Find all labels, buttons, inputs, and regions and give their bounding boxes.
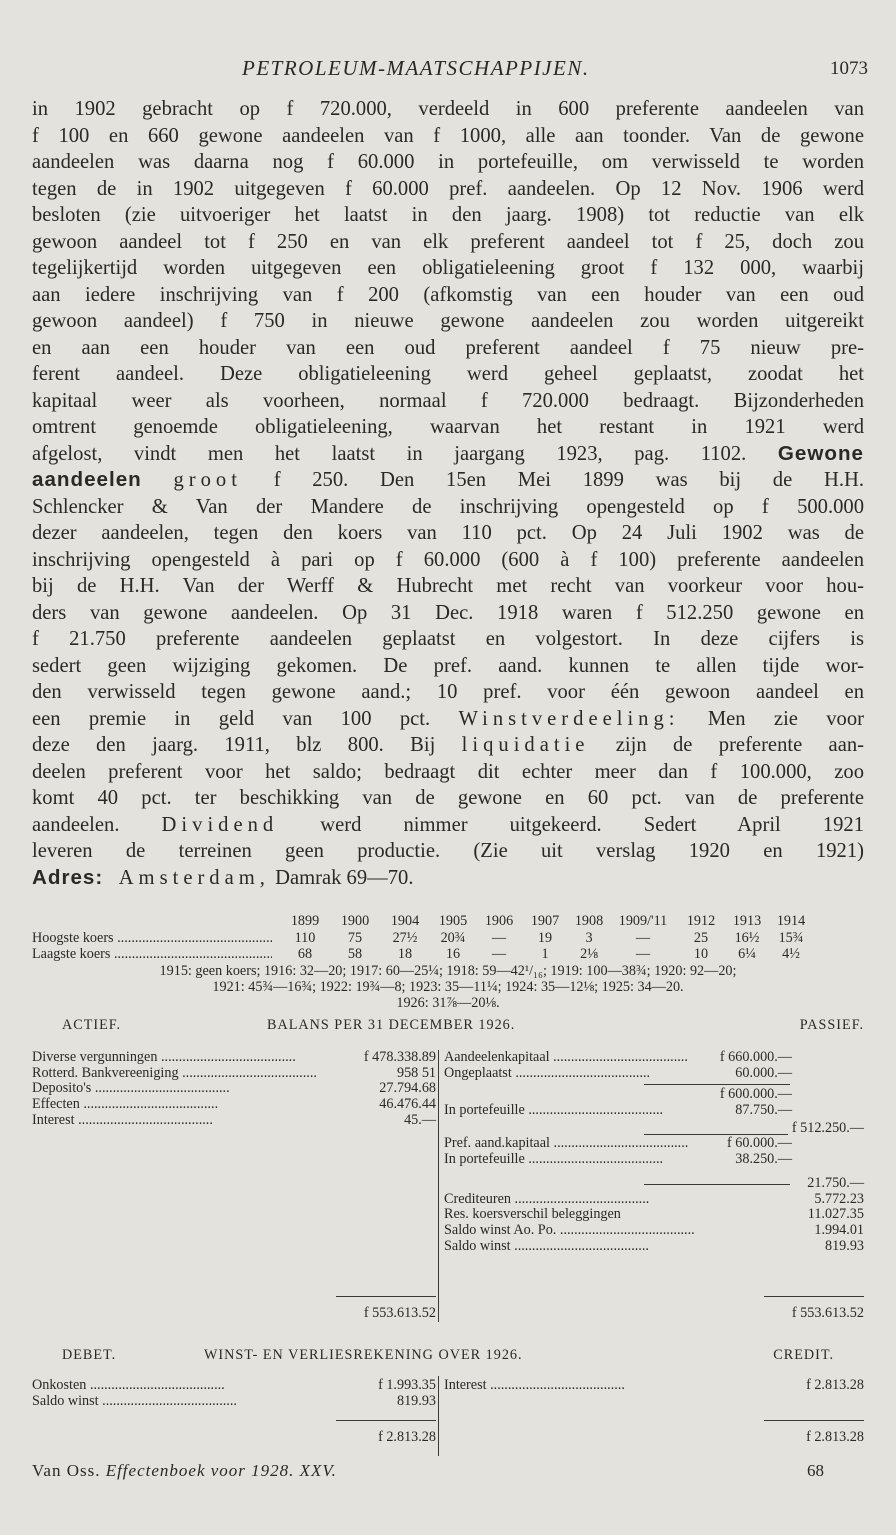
footer-book-title: Effectenboek voor 1928. [105,1461,295,1480]
text-line: tegen de in 1902 uitgegeven f 60.000 pref. aandeelen. Op 12 Nov. 1906 werd [32,177,864,200]
passief-entry [444,1103,864,1119]
quote-year: 1899 [290,913,320,929]
actief-entry [32,1081,436,1097]
passief-subtotal [444,1087,864,1103]
credit-column [444,1377,864,1445]
balance-caption [32,1018,864,1036]
quote-value: 75 [347,930,363,946]
quote-value: 18 [397,946,413,962]
text-line: en aan een houder van een oud preferent aandeel f 75 nieuw pre- [32,336,864,359]
text-line [32,732,864,759]
text-line: ferent aandeel. Deze obligatieleening werd geheel geplaatst, zoodat het [32,363,864,385]
entry-amount: f 600.000.— [716,1087,792,1103]
entry-label: In portefeuille ..... [444,1103,663,1119]
debet-entry [32,1394,436,1410]
entry-amount: f 512.250.— [788,1121,864,1137]
actief-heading: ACTIEF. [62,1017,122,1033]
actief-entry [32,1097,436,1113]
entry-amount: f 478.338.89 [360,1050,436,1066]
text-line: deelen preferent voor het saldo; bedraagt dit echter meer dan f 100.000, zoo [32,760,864,783]
entry-label: Interest ..... [32,1113,213,1129]
quote-year: 1904 [390,913,420,929]
address-label: Adres: [32,865,104,889]
text-line: bij de H.H. Van der Werff & Hubrecht met recht van voorkeur voor hou- [32,575,864,597]
text-line: Schlencker & Van der Mandere de inschrijving opengesteld op f 500.000 [32,495,864,518]
quotes-note: 1915: geen koers; 1916: 32—20; 1917: 60—25¼; 1918: 59—42¹/₁₆; 1919: 100—38¾; 1920: 92—20; [159,963,737,979]
entry-amount: f 2.813.28 [374,1430,436,1446]
section-heading: aandeelen [32,468,142,491]
quotes-table [32,913,864,963]
text-line: inschrijving opengesteld à pari op f 60.000 (600 à f 100) preferente aandeelen [32,548,864,571]
entry-amount: 60.000.— [731,1066,792,1082]
entry-label: Saldo winst ..... [444,1239,649,1255]
debet-total [32,1430,436,1446]
text-line: f 21.750 preferente aandeelen geplaatst en volgestort. In deze cijfers is [32,628,864,650]
entry-label: Crediteuren ..... [444,1192,649,1208]
text-line: leveren de terreinen geen productie. (Zie uit verslag 1920 en 1921) [32,840,864,862]
text-line: omtrent genoemde obligatieleening, waarvan het restant in 1921 werd [32,416,864,438]
entry-label: Rotterd. Bankvereeniging ..... [32,1066,317,1082]
line-text: deze den jaarg. 1911, blz 800. Bij [32,734,436,756]
spaced-term: groot [173,469,242,491]
quote-year: 1909/'11 [618,913,668,929]
entry-amount: f 2.813.28 [802,1378,864,1394]
actief-total [32,1306,436,1322]
quote-value: — [635,930,651,946]
quote-value: 6¼ [738,946,756,962]
footer-imprint [32,1461,337,1481]
entry-amount: 5.772.23 [810,1192,864,1208]
quote-value: 15¾ [778,930,804,946]
text-line: in 1902 gebracht op f 720.000, verdeeld in 600 preferente aandeelen van [32,98,864,120]
entry-amount: f 553.613.52 [360,1306,436,1322]
quote-value: 1 [541,946,549,962]
quote-value: 10 [693,946,709,962]
quotes-note: 1926: 31⅞—20⅛. [396,995,500,1011]
entry-amount: f 660.000.— [716,1050,792,1066]
actief-entry [32,1113,436,1129]
spaced-term: liquidatie [461,734,590,756]
quote-row [32,930,864,946]
entry-label: Deposito's ..... [32,1081,230,1097]
debet-column [32,1377,436,1445]
entry-label: Effecten ..... [32,1097,218,1113]
profit-loss-account [32,1348,864,1458]
entry-amount: 819.93 [821,1239,864,1255]
price-quotes [32,913,864,1011]
address-line [32,865,864,892]
column-divider [438,1050,439,1322]
entry-amount: 1.994.01 [810,1223,864,1239]
credit-total [444,1430,864,1446]
text-line: komt 40 pct. ter beschikking van de gewone en 60 pct. van de preferente [32,787,864,809]
spaced-term: Winstverdeeling: [458,707,680,730]
running-title: PETROLEUM-MAATSCHAPPIJEN. [242,56,590,80]
entry-amount: 11.027.35 [804,1207,864,1223]
text-line [32,812,864,839]
entry-amount: 38.250.— [731,1152,792,1168]
entry-amount: 45.— [400,1113,436,1129]
quote-year: 1905 [438,913,468,929]
entry-amount: f 553.613.52 [788,1306,864,1322]
column-divider [438,1376,439,1456]
entry-label: Interest ..... [444,1378,625,1394]
quote-value: 25 [693,930,709,946]
total-rule [764,1420,864,1421]
pl-title: WINST- EN VERLIESREKENING OVER 1926. [204,1347,523,1363]
text-line: tegelijkertijd worden uitgegeven een obligatieleening groot f 132 000, waarbij [32,257,864,279]
passief-column [444,1049,864,1321]
quote-value: 3 [585,930,593,946]
quote-value: 58 [347,946,363,962]
text-line: besloten (zie uitvoeriger het laatst in den jaarg. 1908) tot reductie van elk [32,204,864,226]
quote-value: 20¾ [440,930,466,946]
text-line: ders van gewone aandeelen. Op 31 Dec. 1918 waren f 512.250 gewone en [32,601,864,624]
entry-label: Ongeplaatst ..... [444,1066,650,1082]
quote-year: 1914 [776,913,806,929]
total-rule [764,1296,864,1297]
passief-total [444,1306,864,1322]
footer-volume: XXV. [299,1461,337,1480]
section-heading: Gewone [777,441,864,465]
text-line: den verwisseld tegen gewone aand.; 10 pref. voor één gewoon aandeel en [32,681,864,703]
entry-label: Pref. aand.kapitaal ..... [444,1136,688,1152]
quote-year: 1906 [484,913,514,929]
quote-value: — [491,946,507,962]
line-text: een premie in geld van 100 pct. [32,707,431,730]
passief-entry [444,1066,864,1082]
quote-value: 68 [297,946,313,962]
spaced-term: Dividend [161,813,279,836]
text-line [32,467,864,494]
quote-year: 1913 [732,913,762,929]
page-number: 1073 [830,58,868,79]
passief-entry [444,1152,864,1168]
entry-label: Aandeelenkapitaal ..... [444,1050,688,1066]
credit-entry [444,1378,864,1394]
quote-year: 1908 [574,913,604,929]
quote-value: 4½ [782,946,800,962]
actief-entry [32,1066,436,1082]
subtotal-rule [644,1084,790,1085]
line-text: Men zie voor [707,707,865,730]
entry-label: Saldo winst ..... [32,1394,237,1410]
body-text [32,96,864,891]
entry-amount: f 2.813.28 [802,1430,864,1446]
passief-total-line [444,1176,864,1192]
line-text: zijn de preferente aan- [615,734,864,756]
pl-caption [32,1348,864,1366]
entry-amount: f 1.993.35 [374,1378,436,1394]
quote-value: 16 [445,946,461,962]
entry-amount: 958 51 [393,1066,436,1082]
quote-value: — [491,930,507,946]
quote-value: 27½ [392,930,418,946]
line-text: aandeelen. [32,813,120,836]
passief-entry [444,1207,864,1223]
entry-label: Res. koersverschil beleggingen [444,1206,621,1223]
entry-label: Saldo winst Ao. Po. ..... [444,1223,695,1239]
total-rule [336,1420,436,1421]
balance-title: BALANS PER 31 DECEMBER 1926. [267,1017,516,1033]
debet-entry [32,1378,436,1394]
quote-value: 2⅛ [580,946,598,962]
text-line: gewoon aandeel) f 750 in nieuwe gewone aandeelen zou worden uitgereikt [32,310,864,332]
passief-entry [444,1239,864,1255]
quote-row-label: Laagste koers ..... [32,946,272,962]
passief-total-line [444,1121,864,1137]
balance-sheet [32,1018,864,1338]
entry-amount: 87.750.— [731,1103,792,1119]
text-line: gewoon aandeel tot f 250 en van elk preferent aandeel tot f 25, doch zou [32,230,864,253]
entry-amount: 46.476.44 [375,1097,436,1113]
actief-column [32,1049,436,1321]
page-footer [32,1461,864,1485]
entry-label: In portefeuille ..... [444,1152,663,1168]
quote-value: — [635,946,651,962]
quotes-note: 1921: 45¾—16¾; 1922: 19¾—8; 1923: 35—11¼; 1924: 35—12⅛; 1925: 34—20. [212,979,684,995]
quote-year: 1907 [530,913,560,929]
text-line: aan iedere inschrijving van f 200 (afkomstig van een houder van een oud [32,283,864,306]
footer-sheet-number: 68 [807,1461,824,1480]
text-line [32,441,864,468]
quote-value: 16½ [734,930,760,946]
line-text: f 250. Den 15en Mei 1899 was bij de H.H. [273,469,865,491]
quote-value: 110 [294,930,316,946]
text-line [32,706,864,733]
passief-heading: PASSIEF. [799,1017,864,1033]
address-city: Amsterdam, [118,866,270,889]
address-street: Damrak 69—70. [275,866,414,889]
passief-entry [444,1223,864,1239]
credit-heading: CREDIT. [773,1347,834,1363]
text-line: aandeelen was daarna nog f 60.000 in portefeuille, om verwisseld te worden [32,151,864,173]
actief-entry [32,1050,436,1066]
entry-amount: 27.794.68 [375,1081,436,1097]
quote-row [32,946,864,962]
entry-amount: f 60.000.— [723,1136,792,1152]
text-line: f 100 en 660 gewone aandeelen van f 1000, alle aan toonder. Van de gewone [32,124,864,147]
entry-amount: 819.93 [393,1394,436,1410]
debet-heading: DEBET. [62,1347,117,1363]
line-text: afgelost, vindt men het laatst in jaargang 1923, pag. 1102. [32,442,747,465]
passief-entry [444,1136,864,1152]
text-line: kapitaal weer als voorheen, normaal f 720.000 bedraagt. Bijzonderheden [32,389,864,412]
quote-value: 19 [537,930,553,946]
entry-amount: 21.750.— [803,1176,864,1192]
entry-label: Diverse vergunningen ..... [32,1050,296,1066]
text-line: dezer aandeelen, tegen den koers van 110 pct. Op 24 Juli 1902 was de [32,522,864,544]
entry-label: Onkosten ..... [32,1378,225,1394]
total-rule [336,1296,436,1297]
footer-publisher: Van Oss. [32,1461,101,1480]
quote-year: 1912 [686,913,716,929]
text-line: sedert geen wijziging gekomen. De pref. aand. kunnen te allen tijde wor- [32,654,864,677]
page-header [0,56,896,86]
line-text: werd nimmer uitgekeerd. Sedert April 1921 [320,813,865,836]
quote-row-label: Hoogste koers ..... [32,930,272,946]
passief-entry [444,1192,864,1208]
passief-entry [444,1050,864,1066]
quote-year: 1900 [340,913,370,929]
